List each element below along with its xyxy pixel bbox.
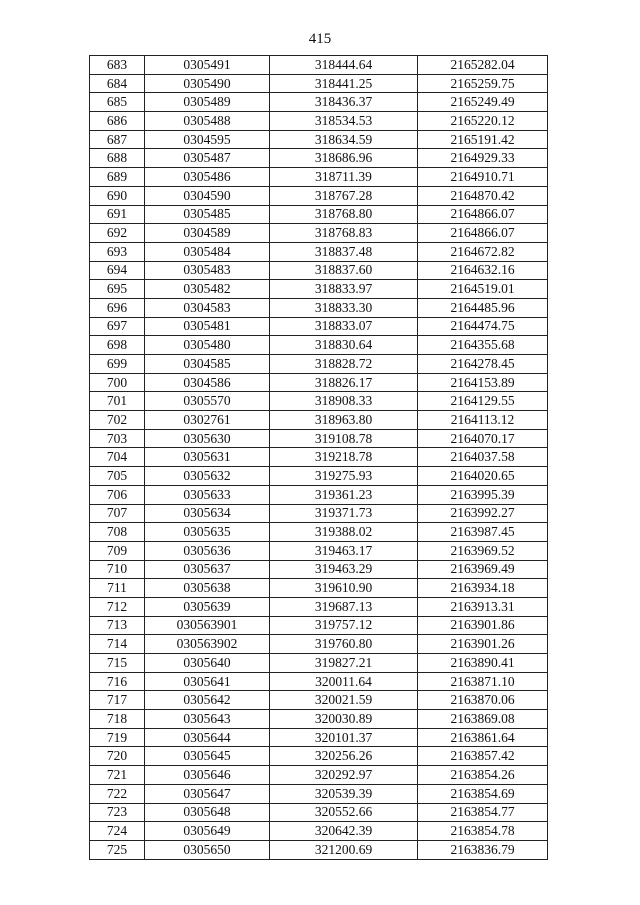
y-coordinate-cell: 2164632.16 <box>418 261 548 280</box>
table-row <box>90 317 548 336</box>
row-number-cell: 692 <box>90 224 145 243</box>
row-number-cell: 721 <box>90 766 145 785</box>
row-number-cell: 710 <box>90 560 145 579</box>
y-coordinate-cell: 2163857.42 <box>418 747 548 766</box>
row-number-cell: 691 <box>90 205 145 224</box>
x-coordinate-cell: 320011.64 <box>270 672 418 691</box>
x-coordinate-cell: 318711.39 <box>270 168 418 187</box>
x-coordinate-cell: 318837.60 <box>270 261 418 280</box>
x-coordinate-cell: 320552.66 <box>270 803 418 822</box>
point-id-cell: 0305642 <box>145 691 270 710</box>
row-number-cell: 698 <box>90 336 145 355</box>
y-coordinate-cell: 2163854.26 <box>418 766 548 785</box>
y-coordinate-cell: 2165249.49 <box>418 93 548 112</box>
row-number-cell: 684 <box>90 74 145 93</box>
point-id-cell: 0305484 <box>145 242 270 261</box>
point-id-cell: 0305650 <box>145 840 270 859</box>
row-number-cell: 706 <box>90 485 145 504</box>
coordinates-table <box>89 55 548 860</box>
y-coordinate-cell: 2164870.42 <box>418 186 548 205</box>
point-id-cell: 0305630 <box>145 429 270 448</box>
x-coordinate-cell: 318963.80 <box>270 411 418 430</box>
row-number-cell: 718 <box>90 710 145 729</box>
point-id-cell: 0304583 <box>145 298 270 317</box>
y-coordinate-cell: 2163871.10 <box>418 672 548 691</box>
table-row <box>90 168 548 187</box>
table-row <box>90 691 548 710</box>
y-coordinate-cell: 2163854.78 <box>418 822 548 841</box>
x-coordinate-cell: 318828.72 <box>270 355 418 374</box>
table-row <box>90 149 548 168</box>
table-row <box>90 336 548 355</box>
x-coordinate-cell: 318634.59 <box>270 130 418 149</box>
y-coordinate-cell: 2163836.79 <box>418 840 548 859</box>
y-coordinate-cell: 2163969.49 <box>418 560 548 579</box>
y-coordinate-cell: 2164278.45 <box>418 355 548 374</box>
x-coordinate-cell: 318837.48 <box>270 242 418 261</box>
row-number-cell: 713 <box>90 616 145 635</box>
y-coordinate-cell: 2164037.58 <box>418 448 548 467</box>
y-coordinate-cell: 2164672.82 <box>418 242 548 261</box>
point-id-cell: 0302761 <box>145 411 270 430</box>
y-coordinate-cell: 2163901.26 <box>418 635 548 654</box>
table-row <box>90 242 548 261</box>
point-id-cell: 0305632 <box>145 467 270 486</box>
x-coordinate-cell: 320030.89 <box>270 710 418 729</box>
x-coordinate-cell: 318768.80 <box>270 205 418 224</box>
x-coordinate-cell: 318833.30 <box>270 298 418 317</box>
y-coordinate-cell: 2164474.75 <box>418 317 548 336</box>
table-row <box>90 485 548 504</box>
table-row <box>90 186 548 205</box>
point-id-cell: 0305485 <box>145 205 270 224</box>
table-row <box>90 56 548 75</box>
point-id-cell: 0305491 <box>145 56 270 75</box>
row-number-cell: 709 <box>90 541 145 560</box>
point-id-cell: 0304590 <box>145 186 270 205</box>
x-coordinate-cell: 318686.96 <box>270 149 418 168</box>
row-number-cell: 704 <box>90 448 145 467</box>
row-number-cell: 700 <box>90 373 145 392</box>
y-coordinate-cell: 2163854.77 <box>418 803 548 822</box>
table-row <box>90 654 548 673</box>
row-number-cell: 690 <box>90 186 145 205</box>
point-id-cell: 0304595 <box>145 130 270 149</box>
x-coordinate-cell: 319463.17 <box>270 541 418 560</box>
point-id-cell: 0305638 <box>145 579 270 598</box>
table-row <box>90 355 548 374</box>
point-id-cell: 0305636 <box>145 541 270 560</box>
y-coordinate-cell: 2163995.39 <box>418 485 548 504</box>
point-id-cell: 0305643 <box>145 710 270 729</box>
point-id-cell: 0305640 <box>145 654 270 673</box>
x-coordinate-cell: 320256.26 <box>270 747 418 766</box>
row-number-cell: 699 <box>90 355 145 374</box>
y-coordinate-cell: 2164153.89 <box>418 373 548 392</box>
y-coordinate-cell: 2164519.01 <box>418 280 548 299</box>
row-number-cell: 687 <box>90 130 145 149</box>
point-id-cell: 0305631 <box>145 448 270 467</box>
y-coordinate-cell: 2163969.52 <box>418 541 548 560</box>
table-row <box>90 840 548 859</box>
table-row <box>90 93 548 112</box>
table-row <box>90 373 548 392</box>
y-coordinate-cell: 2164910.71 <box>418 168 548 187</box>
row-number-cell: 688 <box>90 149 145 168</box>
point-id-cell: 0305570 <box>145 392 270 411</box>
table-row <box>90 672 548 691</box>
table-row <box>90 130 548 149</box>
y-coordinate-cell: 2163870.06 <box>418 691 548 710</box>
row-number-cell: 716 <box>90 672 145 691</box>
point-id-cell: 0305648 <box>145 803 270 822</box>
point-id-cell: 0305488 <box>145 112 270 131</box>
row-number-cell: 719 <box>90 728 145 747</box>
point-id-cell: 0305490 <box>145 74 270 93</box>
row-number-cell: 722 <box>90 784 145 803</box>
x-coordinate-cell: 320642.39 <box>270 822 418 841</box>
y-coordinate-cell: 2165259.75 <box>418 74 548 93</box>
x-coordinate-cell: 319108.78 <box>270 429 418 448</box>
table-row <box>90 579 548 598</box>
y-coordinate-cell: 2163913.31 <box>418 597 548 616</box>
x-coordinate-cell: 320292.97 <box>270 766 418 785</box>
row-number-cell: 705 <box>90 467 145 486</box>
x-coordinate-cell: 319463.29 <box>270 560 418 579</box>
y-coordinate-cell: 2163992.27 <box>418 504 548 523</box>
x-coordinate-cell: 318833.07 <box>270 317 418 336</box>
x-coordinate-cell: 319760.80 <box>270 635 418 654</box>
y-coordinate-cell: 2164866.07 <box>418 205 548 224</box>
y-coordinate-cell: 2164020.65 <box>418 467 548 486</box>
row-number-cell: 714 <box>90 635 145 654</box>
table-row <box>90 616 548 635</box>
x-coordinate-cell: 318833.97 <box>270 280 418 299</box>
row-number-cell: 707 <box>90 504 145 523</box>
x-coordinate-cell: 319218.78 <box>270 448 418 467</box>
coordinates-table-body <box>90 56 548 860</box>
row-number-cell: 689 <box>90 168 145 187</box>
table-row <box>90 635 548 654</box>
y-coordinate-cell: 2163890.41 <box>418 654 548 673</box>
point-id-cell: 0305641 <box>145 672 270 691</box>
table-row <box>90 205 548 224</box>
table-row <box>90 803 548 822</box>
point-id-cell: 0305645 <box>145 747 270 766</box>
table-row <box>90 74 548 93</box>
x-coordinate-cell: 318908.33 <box>270 392 418 411</box>
table-row <box>90 766 548 785</box>
row-number-cell: 683 <box>90 56 145 75</box>
x-coordinate-cell: 319610.90 <box>270 579 418 598</box>
point-id-cell: 0305649 <box>145 822 270 841</box>
point-id-cell: 0304589 <box>145 224 270 243</box>
table-row <box>90 560 548 579</box>
point-id-cell: 0304586 <box>145 373 270 392</box>
point-id-cell: 0305647 <box>145 784 270 803</box>
table-row <box>90 467 548 486</box>
table-row <box>90 597 548 616</box>
x-coordinate-cell: 319757.12 <box>270 616 418 635</box>
point-id-cell: 0305634 <box>145 504 270 523</box>
row-number-cell: 697 <box>90 317 145 336</box>
x-coordinate-cell: 318767.28 <box>270 186 418 205</box>
table-row <box>90 280 548 299</box>
row-number-cell: 708 <box>90 523 145 542</box>
point-id-cell: 0305639 <box>145 597 270 616</box>
table-row <box>90 523 548 542</box>
row-number-cell: 724 <box>90 822 145 841</box>
x-coordinate-cell: 318441.25 <box>270 74 418 93</box>
y-coordinate-cell: 2164485.96 <box>418 298 548 317</box>
row-number-cell: 694 <box>90 261 145 280</box>
x-coordinate-cell: 319687.13 <box>270 597 418 616</box>
row-number-cell: 685 <box>90 93 145 112</box>
point-id-cell: 0305486 <box>145 168 270 187</box>
table-row <box>90 448 548 467</box>
point-id-cell: 0305633 <box>145 485 270 504</box>
x-coordinate-cell: 318444.64 <box>270 56 418 75</box>
table-row <box>90 747 548 766</box>
table-row <box>90 822 548 841</box>
x-coordinate-cell: 319361.23 <box>270 485 418 504</box>
x-coordinate-cell: 319275.93 <box>270 467 418 486</box>
point-id-cell: 030563901 <box>145 616 270 635</box>
table-row <box>90 504 548 523</box>
row-number-cell: 703 <box>90 429 145 448</box>
row-number-cell: 686 <box>90 112 145 131</box>
table-row <box>90 784 548 803</box>
point-id-cell: 0305480 <box>145 336 270 355</box>
row-number-cell: 715 <box>90 654 145 673</box>
x-coordinate-cell: 320101.37 <box>270 728 418 747</box>
y-coordinate-cell: 2163901.86 <box>418 616 548 635</box>
y-coordinate-cell: 2163869.08 <box>418 710 548 729</box>
y-coordinate-cell: 2163861.64 <box>418 728 548 747</box>
x-coordinate-cell: 319388.02 <box>270 523 418 542</box>
table-row <box>90 541 548 560</box>
x-coordinate-cell: 318768.83 <box>270 224 418 243</box>
point-id-cell: 0305635 <box>145 523 270 542</box>
point-id-cell: 0305483 <box>145 261 270 280</box>
row-number-cell: 725 <box>90 840 145 859</box>
x-coordinate-cell: 318830.64 <box>270 336 418 355</box>
point-id-cell: 0305482 <box>145 280 270 299</box>
row-number-cell: 711 <box>90 579 145 598</box>
point-id-cell: 0305637 <box>145 560 270 579</box>
table-row <box>90 261 548 280</box>
point-id-cell: 0305489 <box>145 93 270 112</box>
y-coordinate-cell: 2164113.12 <box>418 411 548 430</box>
table-row <box>90 392 548 411</box>
row-number-cell: 717 <box>90 691 145 710</box>
page-number: 415 <box>308 31 332 47</box>
x-coordinate-cell: 320021.59 <box>270 691 418 710</box>
point-id-cell: 0305481 <box>145 317 270 336</box>
row-number-cell: 693 <box>90 242 145 261</box>
y-coordinate-cell: 2165220.12 <box>418 112 548 131</box>
y-coordinate-cell: 2164355.68 <box>418 336 548 355</box>
table-row <box>90 411 548 430</box>
x-coordinate-cell: 318534.53 <box>270 112 418 131</box>
point-id-cell: 0305644 <box>145 728 270 747</box>
table-row <box>90 224 548 243</box>
y-coordinate-cell: 2163854.69 <box>418 784 548 803</box>
point-id-cell: 0304585 <box>145 355 270 374</box>
row-number-cell: 696 <box>90 298 145 317</box>
y-coordinate-cell: 2164129.55 <box>418 392 548 411</box>
y-coordinate-cell: 2164929.33 <box>418 149 548 168</box>
row-number-cell: 712 <box>90 597 145 616</box>
table-row <box>90 298 548 317</box>
y-coordinate-cell: 2163934.18 <box>418 579 548 598</box>
row-number-cell: 695 <box>90 280 145 299</box>
x-coordinate-cell: 321200.69 <box>270 840 418 859</box>
row-number-cell: 723 <box>90 803 145 822</box>
row-number-cell: 701 <box>90 392 145 411</box>
table-row <box>90 429 548 448</box>
point-id-cell: 030563902 <box>145 635 270 654</box>
y-coordinate-cell: 2163987.45 <box>418 523 548 542</box>
y-coordinate-cell: 2165191.42 <box>418 130 548 149</box>
row-number-cell: 720 <box>90 747 145 766</box>
x-coordinate-cell: 318436.37 <box>270 93 418 112</box>
y-coordinate-cell: 2164070.17 <box>418 429 548 448</box>
point-id-cell: 0305487 <box>145 149 270 168</box>
table-row <box>90 728 548 747</box>
x-coordinate-cell: 319827.21 <box>270 654 418 673</box>
point-id-cell: 0305646 <box>145 766 270 785</box>
x-coordinate-cell: 320539.39 <box>270 784 418 803</box>
x-coordinate-cell: 319371.73 <box>270 504 418 523</box>
x-coordinate-cell: 318826.17 <box>270 373 418 392</box>
y-coordinate-cell: 2164866.07 <box>418 224 548 243</box>
table-row <box>90 112 548 131</box>
table-row <box>90 710 548 729</box>
row-number-cell: 702 <box>90 411 145 430</box>
y-coordinate-cell: 2165282.04 <box>418 56 548 75</box>
